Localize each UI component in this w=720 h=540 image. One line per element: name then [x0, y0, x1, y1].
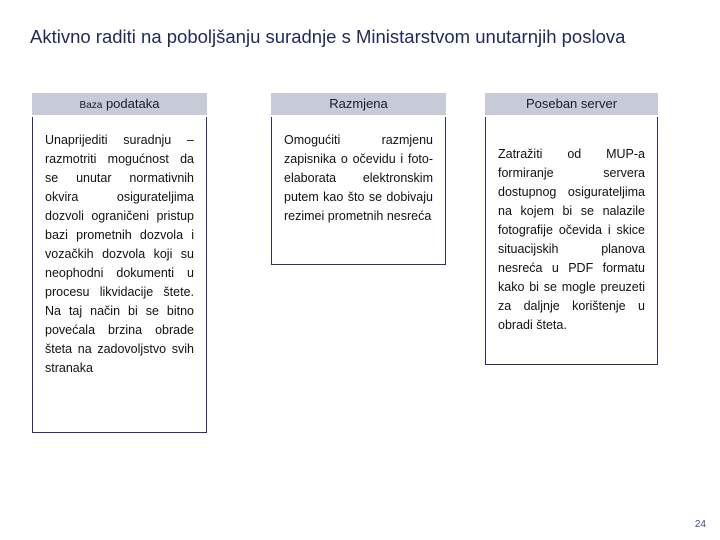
column-poseban-server: [485, 93, 658, 365]
column-header: Poseban server: [485, 93, 658, 117]
column-text: Unaprijediti suradnju – razmotriti mogućnost da se unutar normativnih okvira osigurateljima dozvoli ograničeni pristup bazi prometnih dozvola i vozačkih dozvola koji su neophodni dokumenti u procesu likvidacije štete. Na taj način bi se bitno povećala brzina obrade šteta na zadovoljstvo svih stranaka: [45, 133, 194, 375]
column-razmjena: [271, 93, 446, 265]
column-body: [271, 117, 446, 265]
column-text: Omogućiti razmjenu zapisnika o očevidu i foto-elaborata elektronskim putem kao što se dobivaju rezimei prometnih nesreća: [284, 133, 433, 223]
column-header: Razmjena: [271, 93, 446, 117]
column-header-main: podataka: [105, 96, 160, 111]
column-header: [32, 93, 207, 117]
column-header-prefix: Baza: [79, 100, 103, 111]
column-body: [32, 117, 207, 433]
page-number: 24: [694, 519, 706, 530]
column-body: [485, 117, 658, 365]
slide-title: Aktivno raditi na poboljšanju suradnje s Ministarstvom unutarnjih poslova: [30, 26, 626, 47]
column-baza-podataka: [32, 93, 207, 433]
column-text: Zatražiti od MUP-a formiranje servera dostupnog osigurateljima na kojem bi se nalazile fotografije očevida i skice situacijskih planova nesreća u PDF formatu kako bi se mogle preuzeti za daljnje korištenje u obradi šteta.: [498, 147, 645, 332]
